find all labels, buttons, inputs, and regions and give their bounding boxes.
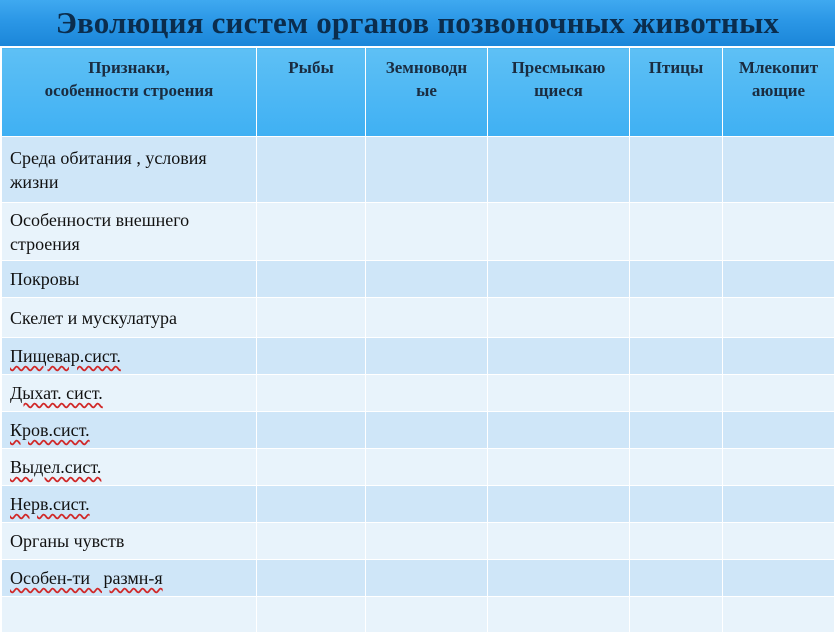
table-cell <box>257 203 366 261</box>
table-cell <box>366 261 488 298</box>
table-cell <box>366 375 488 412</box>
table-cell <box>366 203 488 261</box>
evolution-table <box>1 47 835 633</box>
table-cell <box>366 560 488 597</box>
table-cell <box>723 298 835 338</box>
table-cell <box>257 597 366 633</box>
table-cell <box>630 375 723 412</box>
spellcheck-underlined-text: Нерв.сист. <box>10 494 90 514</box>
table-cell <box>630 597 723 633</box>
table-cell <box>723 523 835 560</box>
table-cell <box>488 523 630 560</box>
table-row <box>2 261 835 298</box>
row-label: Скелет и мускулатура <box>2 298 257 338</box>
table-cell <box>366 412 488 449</box>
row-label <box>2 338 257 375</box>
table-cell <box>630 412 723 449</box>
table-cell <box>366 137 488 203</box>
table-cell <box>257 137 366 203</box>
table-cell <box>257 412 366 449</box>
table-cell <box>630 449 723 486</box>
table-cell <box>257 338 366 375</box>
table-row <box>2 412 835 449</box>
table-cell <box>723 203 835 261</box>
header-cell-fish: Рыбы <box>257 48 366 137</box>
table-cell <box>488 298 630 338</box>
spellcheck-underlined-text: Дыхат. сист. <box>10 383 103 403</box>
table-cell <box>723 486 835 523</box>
table-row <box>2 375 835 412</box>
table-cell <box>257 261 366 298</box>
table-cell <box>366 523 488 560</box>
table-cell <box>488 375 630 412</box>
header-cell-birds: Птицы <box>630 48 723 137</box>
row-label <box>2 412 257 449</box>
table-cell <box>630 203 723 261</box>
table-cell <box>630 486 723 523</box>
table-cell <box>366 338 488 375</box>
spellcheck-underlined-text: Пищевар.сист. <box>10 346 121 366</box>
table-cell <box>723 560 835 597</box>
table-cell <box>723 261 835 298</box>
table-row <box>2 449 835 486</box>
table-cell <box>488 560 630 597</box>
table-cell <box>630 137 723 203</box>
row-label: Органы чувств <box>2 523 257 560</box>
table-cell <box>723 338 835 375</box>
table-cell <box>488 137 630 203</box>
table-row <box>2 597 835 633</box>
table-cell <box>366 486 488 523</box>
slide-title: Эволюция систем органов позвоночных животных <box>0 0 835 46</box>
table-row <box>2 137 835 203</box>
spellcheck-underlined-text: Выдел.сист. <box>10 457 102 477</box>
row-label <box>2 486 257 523</box>
table-cell <box>488 338 630 375</box>
table-cell <box>723 375 835 412</box>
spellcheck-underlined-text: Кров.сист. <box>10 420 90 440</box>
header-cell-amphibians: Земноводн ые <box>366 48 488 137</box>
table-cell <box>723 412 835 449</box>
table-cell <box>488 597 630 633</box>
table-cell <box>630 523 723 560</box>
table-cell <box>257 375 366 412</box>
table-cell <box>630 560 723 597</box>
header-cell-features: Признаки, особенности строения <box>2 48 257 137</box>
table-cell <box>723 449 835 486</box>
table-cell <box>366 298 488 338</box>
header-cell-reptiles: Пресмыкаю щиеся <box>488 48 630 137</box>
table-cell <box>488 261 630 298</box>
table-cell <box>366 449 488 486</box>
table-row <box>2 523 835 560</box>
row-label <box>2 560 257 597</box>
table-cell <box>488 203 630 261</box>
table-cell <box>488 412 630 449</box>
table-row <box>2 298 835 338</box>
table-cell <box>257 523 366 560</box>
table-cell <box>257 486 366 523</box>
table-cell <box>723 597 835 633</box>
table-cell <box>630 338 723 375</box>
table-row <box>2 486 835 523</box>
row-label: Покровы <box>2 261 257 298</box>
row-label <box>2 449 257 486</box>
table-cell <box>257 560 366 597</box>
table-cell <box>488 486 630 523</box>
table-cell <box>488 449 630 486</box>
table-cell <box>630 298 723 338</box>
row-label: Среда обитания , условия жизни <box>2 137 257 203</box>
table-row <box>2 338 835 375</box>
table-row <box>2 203 835 261</box>
table-cell <box>723 137 835 203</box>
table-cell <box>630 261 723 298</box>
table-row <box>2 560 835 597</box>
row-label: Особенности внешнего строения <box>2 203 257 261</box>
table-cell <box>257 298 366 338</box>
header-cell-mammals: Млекопит ающие <box>723 48 835 137</box>
row-label <box>2 597 257 633</box>
row-label <box>2 375 257 412</box>
header-row <box>2 48 835 137</box>
table-cell <box>366 597 488 633</box>
table-cell <box>257 449 366 486</box>
spellcheck-underlined-text: Особен-ти размн-я <box>10 568 163 588</box>
